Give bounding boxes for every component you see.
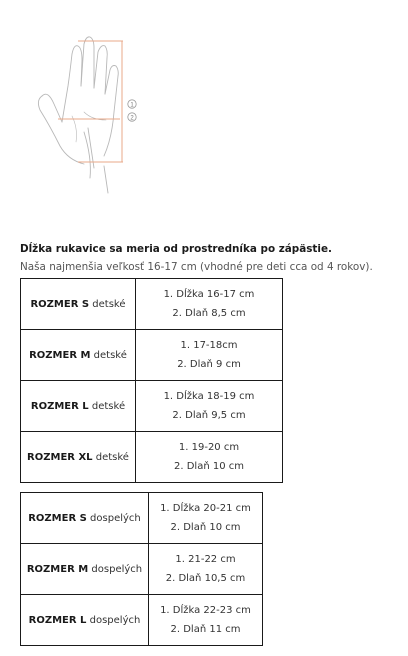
size-name: ROZMER L [28, 614, 87, 626]
size-label-cell [21, 544, 149, 595]
hand-measurement-illustration [14, 28, 144, 198]
size-name: ROZMER XL [27, 451, 93, 463]
size-label-cell [21, 432, 136, 483]
palm-width-value: 2. Dlaň 10,5 cm [165, 573, 246, 584]
marker-2: 2 [130, 115, 134, 122]
glove-length-value: 1. 21-22 cm [175, 554, 236, 565]
size-group: dospelých [89, 614, 141, 626]
size-row [21, 595, 263, 646]
palm-width-value: 2. Dlaň 11 cm [170, 624, 241, 635]
size-values-cell [136, 279, 283, 330]
size-name: ROZMER S [28, 512, 87, 524]
size-values-cell [136, 330, 283, 381]
palm-width-value: 2. Dlaň 10 cm [174, 461, 244, 472]
size-values-cell [136, 432, 283, 483]
size-group: detské [95, 451, 129, 463]
size-label-cell [21, 381, 136, 432]
size-name: ROZMER L [30, 400, 89, 412]
glove-length-value: 1. Dĺžka 18-19 cm [163, 391, 255, 402]
size-row [21, 493, 263, 544]
size-values-cell [136, 381, 283, 432]
palm-width-value: 2. Dlaň 9,5 cm [172, 410, 246, 421]
smallest-size-note: Naša najmenšia veľkosť 16-17 cm (vhodné pre deti cca od 4 rokov). [20, 261, 373, 273]
size-row [21, 279, 283, 330]
kids-size-table [20, 278, 283, 483]
glove-length-value: 1. 17-18cm [180, 340, 238, 351]
size-label-cell [21, 279, 136, 330]
size-label-cell [21, 493, 149, 544]
size-group: dospelých [90, 512, 141, 524]
size-row [21, 381, 283, 432]
palm-width-value: 2. Dlaň 8,5 cm [172, 308, 246, 319]
size-values-cell [149, 544, 263, 595]
size-name: ROZMER M [26, 563, 89, 575]
measure-markers [128, 100, 136, 122]
size-row [21, 544, 263, 595]
size-group: detské [92, 298, 126, 310]
size-group: dospelých [91, 563, 143, 575]
size-group: detské [91, 400, 126, 412]
size-name: ROZMER M [29, 349, 91, 361]
palm-width-value: 2. Dlaň 9 cm [177, 359, 241, 370]
measurement-heading: Dĺžka rukavice sa meria od prostredníka po zápästie. [20, 243, 332, 255]
adults-size-table [20, 492, 263, 646]
glove-length-value: 1. Dĺžka 20-21 cm [160, 503, 251, 514]
size-row [21, 330, 283, 381]
glove-length-value: 1. Dĺžka 22-23 cm [160, 605, 251, 616]
size-values-cell [149, 595, 263, 646]
size-group: detské [93, 349, 127, 361]
size-label-cell [21, 330, 136, 381]
glove-length-value: 1. 19-20 cm [178, 442, 240, 453]
size-name: ROZMER S [30, 298, 90, 310]
size-row [21, 432, 283, 483]
marker-1: 1 [130, 102, 134, 109]
size-values-cell [149, 493, 263, 544]
palm-width-value: 2. Dlaň 10 cm [170, 522, 241, 533]
glove-length-value: 1. Dĺžka 16-17 cm [163, 289, 255, 300]
size-label-cell [21, 595, 149, 646]
